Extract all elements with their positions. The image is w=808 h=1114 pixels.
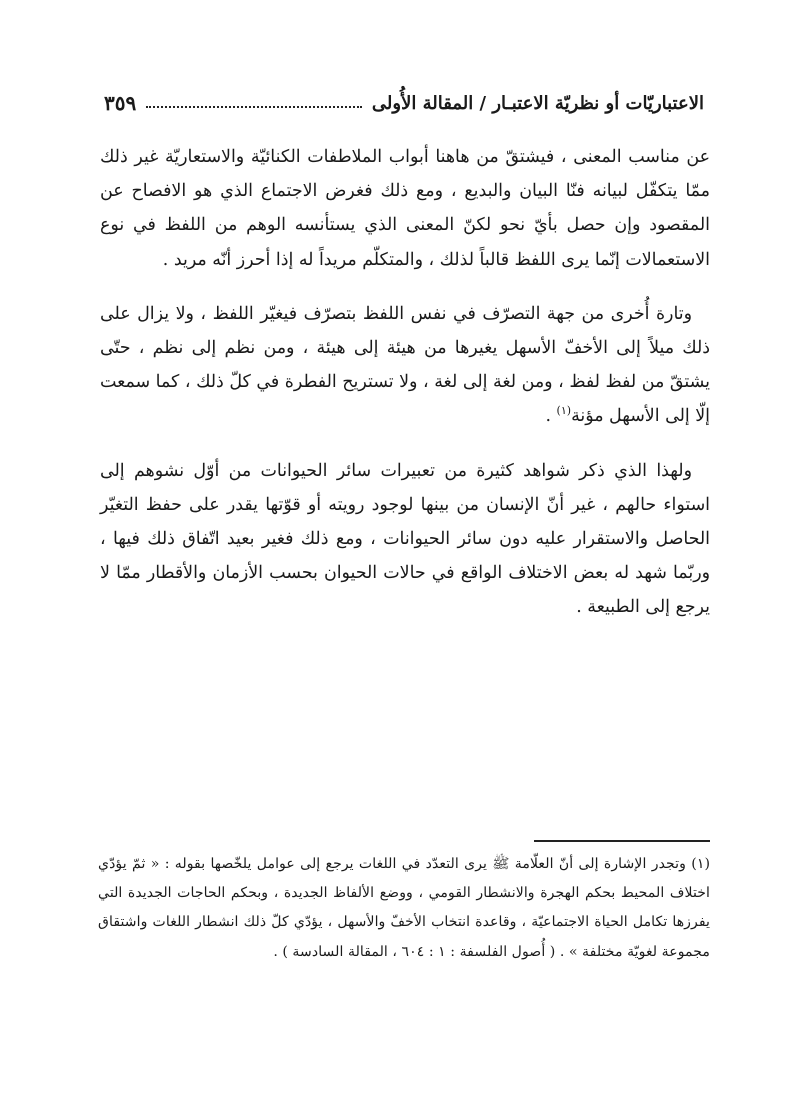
page-number: ٣٥٩ [104,91,137,115]
page-header [104,86,704,120]
paragraph-3: ولهذا الذي ذكر شواهد كثيرة من تعبيرات سائر الحيوانات من أوّل نشوهم إلى استواء حالهم ، غير أنّ الإنسان من بينها لوجود رويته أو قوّتها يقدر على حفظ التغيّر الحاصل والاستقرار عليه دون سائر الحيوانات ، ومع ذلك فغير بعيد اتّفاق ذلك فيها ، وربّما شهد له بعض الاختلاف الواقع في حالات الحيوان بحسب الأزمان والأقطار ممّا لا يرجع إلى الطبيعة . [100,460,710,618]
paragraph-2-end: . [545,406,552,427]
footnote-separator [534,840,710,842]
leader-dots [146,106,362,108]
paragraph-2 [100,297,710,434]
paragraph-2-text: وتارة أُخرى من جهة التصرّف في نفس اللفظ بتصرّف فيغيّر اللفظ ، ولا يزال على ذلك ميلاً إلى الأخفّ الأسهل يغيرها من هيئة إلى هيئة ، ومن نظم إلى نظم ، حتّى يشتقّ من لفظ لفظ ، ومن لغة إلى لغة ، ولا تستريح الفطرة في كلّ ذلك ، كما سمعت إلّا إلى الأسهل مؤنة [100,303,710,427]
running-title: الاعتباريّات أو نظريّة الاعتبـار / المقالة الأُولى [371,92,704,114]
footnote-1: (١) وتجدر الإشارة إلى أنّ العلّامة ﷺ يرى التعدّد في اللغات يرجع إلى عوامل يلخّصها بقوله : « ثمّ يؤدّي اختلاف المحيط بحكم الهجرة والانشطار القومي ، ووضع الألفاظ الجديدة ، وبحكم الحاجات الجديدة التي يفرزها تكامل الحياة الاجتماعيّة ، وقاعدة انتخاب الأخفّ والأسهل ، يؤدّي كلّ ذلك انشطار اللغات واشتقاق مجموعة لغويّة مختلفة » . ( أُصول الفلسفة : ١ : ٦٠٤ ، المقالة السادسة ) . [98,856,710,960]
paragraph-1: عن مناسب المعنى ، فيشتقّ من هاهنا أبواب الملاطفات الكنائيّة والاستعاريّة غير ذلك ممّا يتكفّل لبيانه فنّا البيان والبديع ، ومع ذلك فغرض الاجتماع الذي هو الافصاح عن المقصود وإن حصل بأيّ نحو لكنّ المعنى الذي يستأنسه الوهم من اللفظ في نوع الاستعمالات إنّما يرى اللفظ قالباً لذلك ، والمتكلّم مريداً له إذا أحرز أنّه مريد . [100,147,710,270]
footnote-reference: (١) [556,404,572,418]
footnotes [98,850,710,967]
main-text [100,140,710,645]
